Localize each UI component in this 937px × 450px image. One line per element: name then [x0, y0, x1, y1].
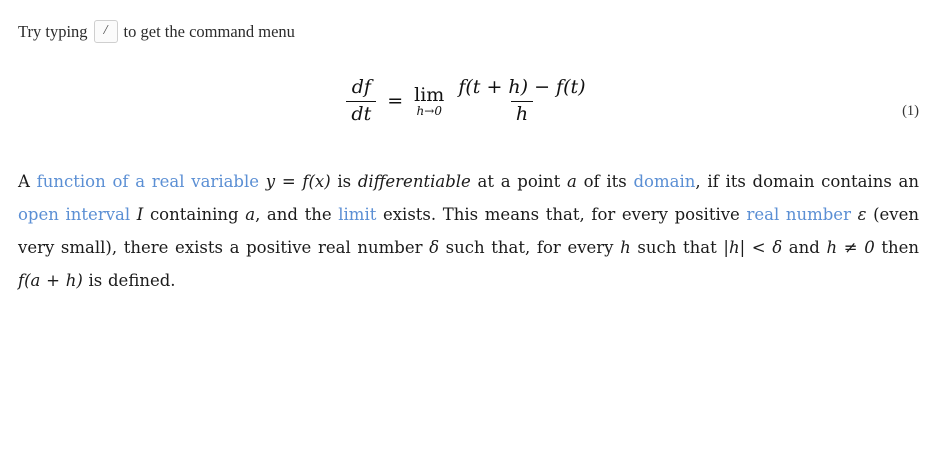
text-segment: (even very small), there exists a positive real number: [18, 205, 920, 258]
definition-paragraph[interactable]: [18, 165, 919, 297]
equation-content: [18, 77, 919, 126]
text-segment: is: [330, 172, 358, 192]
text-segment: , if its domain contains an: [695, 172, 919, 192]
slash-key-badge[interactable]: /: [94, 20, 118, 43]
link-function-of-a-real-variable[interactable]: function of a real variable: [36, 172, 260, 192]
link-domain[interactable]: domain: [633, 172, 696, 192]
emphasis-differentiable: differentiable: [357, 172, 471, 192]
difference-quotient-numerator: f(t + h) − f(t): [458, 76, 586, 99]
link-real-number[interactable]: real number: [746, 205, 851, 225]
text-segment: A: [18, 172, 37, 192]
text-segment: of its: [576, 172, 634, 192]
text-segment: , and the: [255, 205, 339, 225]
text-segment: [130, 205, 137, 224]
math-h: h: [620, 238, 631, 258]
difference-quotient-fraction: [453, 77, 590, 126]
hint-text-before: Try typing: [18, 22, 88, 41]
math-a: a: [567, 172, 577, 192]
math-a-2: a: [245, 205, 256, 225]
equation-block[interactable]: [18, 77, 919, 139]
text-segment: containing: [143, 205, 246, 225]
derivative-fraction: [346, 77, 376, 126]
command-menu-hint: [18, 20, 919, 43]
text-segment: exists. This means that, for every positive: [376, 205, 747, 225]
text-segment: is defined.: [82, 271, 176, 291]
difference-quotient-denominator: h: [511, 101, 533, 126]
text-segment: [851, 205, 858, 224]
derivative-equation: [346, 77, 590, 126]
link-limit[interactable]: limit: [338, 205, 377, 225]
text-segment: such that, for every: [439, 238, 621, 258]
link-open-interval[interactable]: open interval: [18, 205, 131, 225]
text-segment: and: [782, 238, 827, 258]
equation-number: (1): [902, 103, 919, 120]
hint-text-after: to get the command menu: [123, 22, 295, 41]
derivative-denominator: dt: [346, 101, 376, 126]
math-h-neq-zero: h ≠ 0: [826, 238, 875, 258]
math-abs-h-lt-delta: |h| < δ: [723, 238, 783, 258]
text-segment: at a point: [470, 172, 568, 192]
limit-operator: [414, 83, 445, 118]
math-delta: δ: [429, 238, 440, 258]
limit-label: lim: [414, 83, 445, 106]
math-f-a-plus-h: f(a + h): [18, 271, 83, 291]
text-segment: such that: [630, 238, 724, 258]
math-epsilon: ε: [857, 205, 867, 225]
equals-sign: =: [387, 90, 404, 113]
math-I: I: [136, 205, 144, 225]
text-segment: [259, 172, 266, 191]
math-y-equals-fx: y = f(x): [265, 172, 331, 192]
limit-subscript: h→0: [416, 103, 442, 118]
derivative-numerator: df: [351, 76, 371, 99]
text-segment: then: [874, 238, 919, 258]
